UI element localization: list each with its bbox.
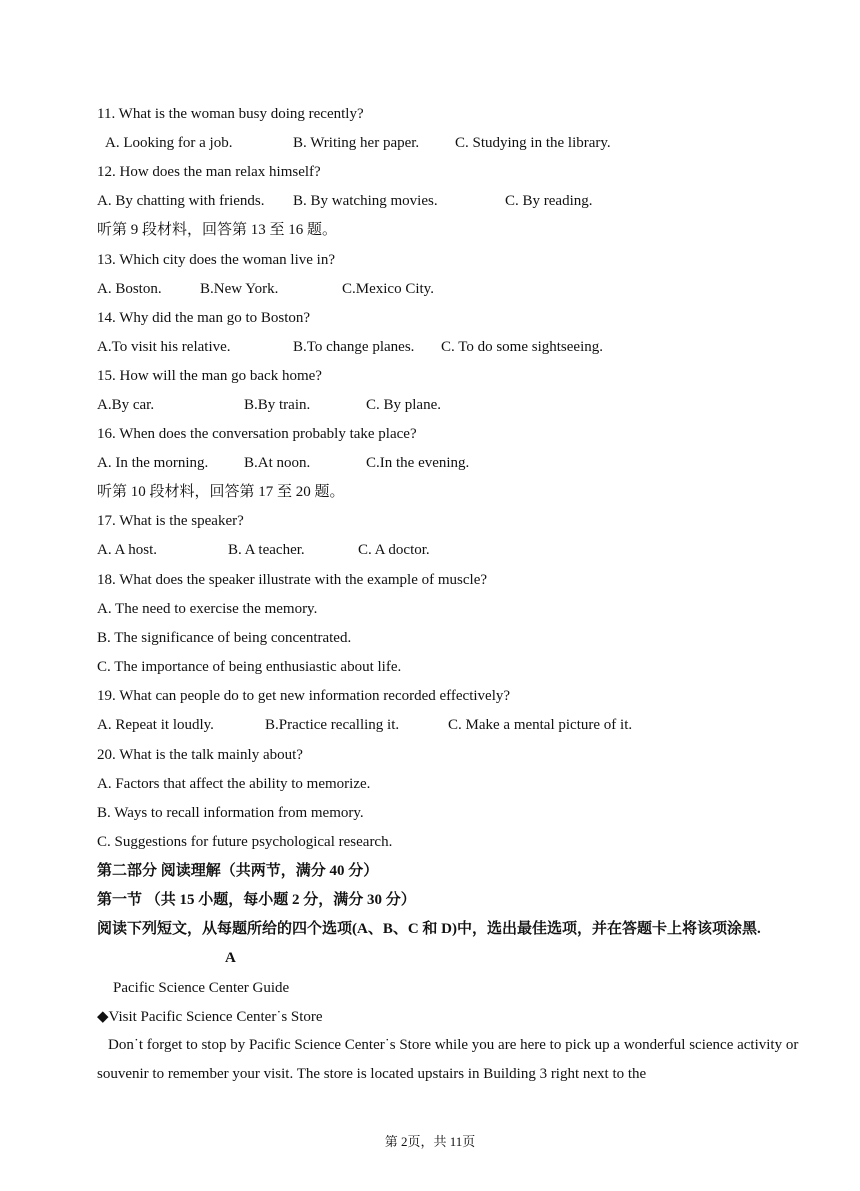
reading-directions: 阅读下列短文，从每题所给的四个选项(A、B、C 和 D)中，选出最佳选项，并在答题卡上将该项涂黑.A bbox=[97, 921, 761, 966]
question-12: 12. How does the man relax himself? bbox=[97, 164, 321, 180]
question-19: 19. What can people do to get new information recorded effectively? bbox=[97, 688, 511, 704]
option-c: C. By plane. bbox=[366, 397, 441, 413]
option-c: C. To do some sightseeing. bbox=[441, 339, 604, 355]
section1-heading: 第一节 （共 15 小题，每小题 2 分，满分 30 分） bbox=[97, 892, 416, 908]
option-20b: B. Ways to recall information from memory. bbox=[97, 805, 364, 821]
option-20c: C. Suggestions for future psychological research. bbox=[97, 834, 393, 850]
passage-body: Don˙t forget to stop by Pacific Science Center˙s Store while you are here to pick up a wonderful science activity or souvenir to remember your visit. The store is located upstairs in Building 3 right next to the bbox=[97, 1037, 799, 1082]
option-a: A. Repeat it loudly. bbox=[97, 717, 214, 733]
option-a: A. Looking for a job. bbox=[105, 135, 233, 151]
option-b: B.To change planes. bbox=[293, 339, 415, 355]
option-b: B.New York. bbox=[200, 281, 279, 297]
question-15: 15. How will the man go back home? bbox=[97, 368, 322, 384]
option-c: C. A doctor. bbox=[358, 542, 430, 558]
option-a: A. By chatting with friends. bbox=[97, 193, 265, 209]
option-18a: A. The need to exercise the memory. bbox=[97, 601, 318, 617]
option-20a: A. Factors that affect the ability to memorize. bbox=[97, 776, 371, 792]
option-c: C. Studying in the library. bbox=[455, 135, 611, 151]
option-a: A.By car. bbox=[97, 397, 155, 413]
option-a: A. A host. bbox=[97, 542, 158, 558]
question-20: 20. What is the talk mainly about? bbox=[97, 747, 303, 763]
option-18b: B. The significance of being concentrated. bbox=[97, 630, 352, 646]
question-16: 16. When does the conversation probably take place? bbox=[97, 426, 417, 442]
option-c: C.In the evening. bbox=[366, 455, 470, 471]
question-13: 13. Which city does the woman live in? bbox=[97, 252, 336, 268]
question-17: 17. What is the speaker? bbox=[97, 513, 244, 529]
option-b: B.At noon. bbox=[244, 455, 311, 471]
page-number: 第 2页，共 11页 bbox=[384, 1134, 476, 1149]
option-b: B.By train. bbox=[244, 397, 311, 413]
option-c: C. Make a mental picture of it. bbox=[448, 717, 633, 733]
option-b: B. By watching movies. bbox=[293, 193, 438, 209]
passage-title: Pacific Science Center Guide bbox=[113, 980, 290, 996]
question-11: 11. What is the woman busy doing recently? bbox=[97, 106, 364, 122]
option-c: C.Mexico City. bbox=[342, 281, 434, 297]
option-b: B. Writing her paper. bbox=[293, 135, 420, 151]
option-a: A. Boston. bbox=[97, 281, 162, 297]
listening-instruction-9: 听第 9 段材料，回答第 13 至 16 题。 bbox=[97, 222, 338, 238]
option-18c: C. The importance of being enthusiastic about life. bbox=[97, 659, 402, 675]
passage-letter: A bbox=[225, 950, 236, 966]
question-14: 14. Why did the man go to Boston? bbox=[97, 310, 311, 326]
option-b: B. A teacher. bbox=[228, 542, 305, 558]
option-b: B.Practice recalling it. bbox=[265, 717, 400, 733]
listening-instruction-10: 听第 10 段材料，回答第 17 至 20 题。 bbox=[97, 484, 345, 500]
option-c: C. By reading. bbox=[505, 193, 593, 209]
passage-subheading: ◆Visit Pacific Science Center˙s Store bbox=[97, 1009, 323, 1025]
option-a: A.To visit his relative. bbox=[97, 339, 231, 355]
option-a: A. In the morning. bbox=[97, 455, 209, 471]
question-18: 18. What does the speaker illustrate with the example of muscle? bbox=[97, 572, 488, 588]
part2-heading: 第二部分 阅读理解（共两节，满分 40 分） bbox=[97, 863, 379, 879]
